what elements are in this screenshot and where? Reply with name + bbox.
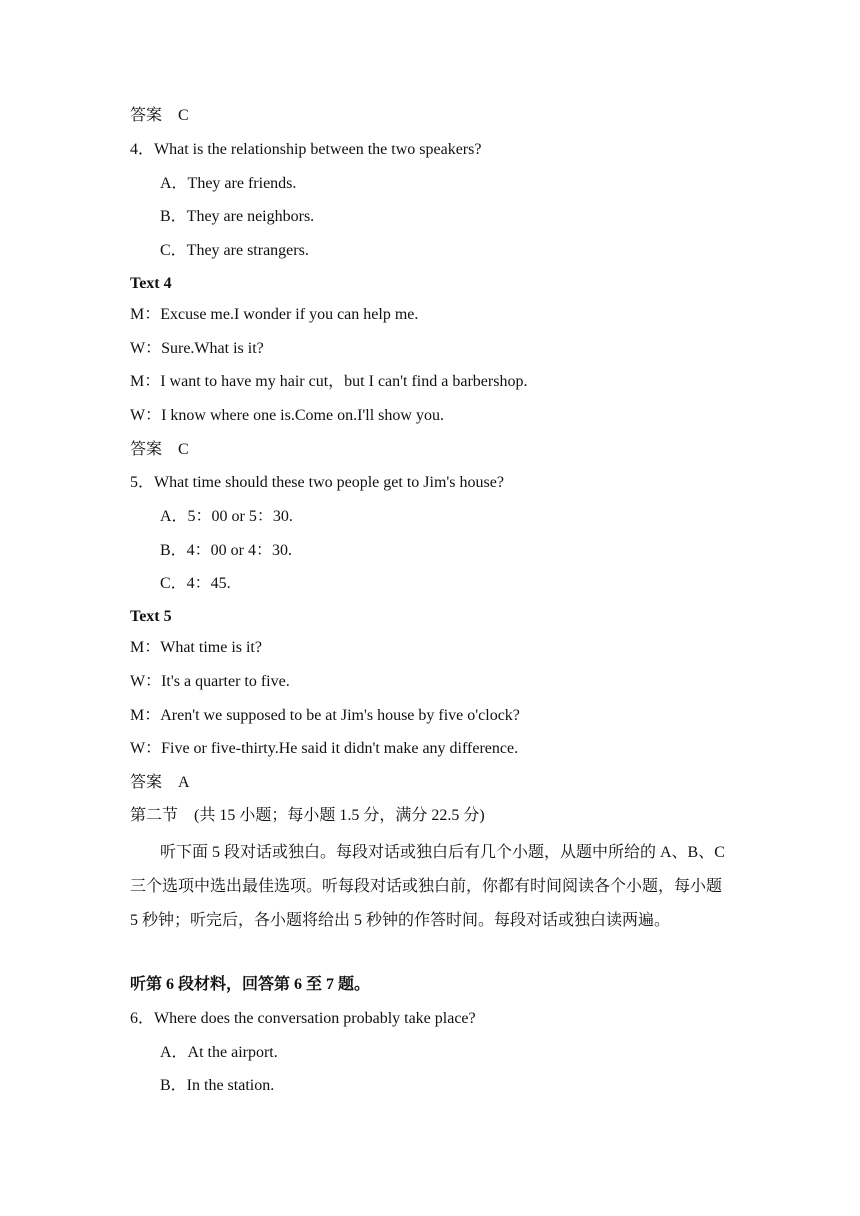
dialogue-line: M：What time is it?	[130, 639, 262, 656]
question-6: 6．Where does the conversation probably take place?	[130, 1010, 476, 1027]
option-a: A．At the airport.	[160, 1044, 278, 1061]
section-heading: 第二节 (共 15 小题；每小题 1.5 分，满分 22.5 分)	[130, 807, 485, 824]
option-c: C．They are strangers.	[160, 242, 309, 259]
answer-line: 答案 C	[130, 107, 189, 124]
dialogue-line: W：It's a quarter to five.	[130, 673, 290, 690]
dialogue-line: M：I want to have my hair cut，but I can't find a barbershop.	[130, 373, 528, 390]
dialogue-line: W：Five or five-thirty.He said it didn't make any difference.	[130, 740, 519, 757]
question-5: 5．What time should these two people get to Jim's house?	[130, 474, 504, 491]
option-c: C．4：45.	[160, 575, 231, 592]
material-heading: 听第 6 段材料，回答第 6 至 7 题。	[130, 976, 371, 993]
dialogue-line: M：Aren't we supposed to be at Jim's house by five o'clock?	[130, 707, 520, 724]
text-heading: Text 5	[130, 608, 172, 625]
question-4: 4．What is the relationship between the two speakers?	[130, 141, 482, 158]
option-a: A．They are friends.	[160, 175, 297, 192]
text-heading: Text 4	[130, 275, 172, 292]
option-a: A．5：00 or 5：30.	[160, 508, 293, 525]
option-b: B．4：00 or 4：30.	[160, 542, 293, 559]
answer-line: 答案 C	[130, 441, 189, 458]
dialogue-line: M：Excuse me.I wonder if you can help me.	[130, 306, 419, 323]
option-b: B．In the station.	[160, 1077, 275, 1094]
instructions-paragraph: 听下面 5 段对话或独白。每段对话或独白后有几个小题，从题中所给的 A、B、C 三个选项中选出最佳选项。听每段对话或独白前，你都有时间阅读各个小题，每小题 5 秒钟；听完后，各小题将给出 5 秒钟的作答时间。每段对话或独白读两遍。	[130, 844, 725, 929]
answer-line: 答案 A	[130, 774, 190, 791]
dialogue-line: W：Sure.What is it?	[130, 340, 264, 357]
option-b: B．They are neighbors.	[160, 208, 315, 225]
dialogue-line: W：I know where one is.Come on.I'll show you.	[130, 407, 444, 424]
